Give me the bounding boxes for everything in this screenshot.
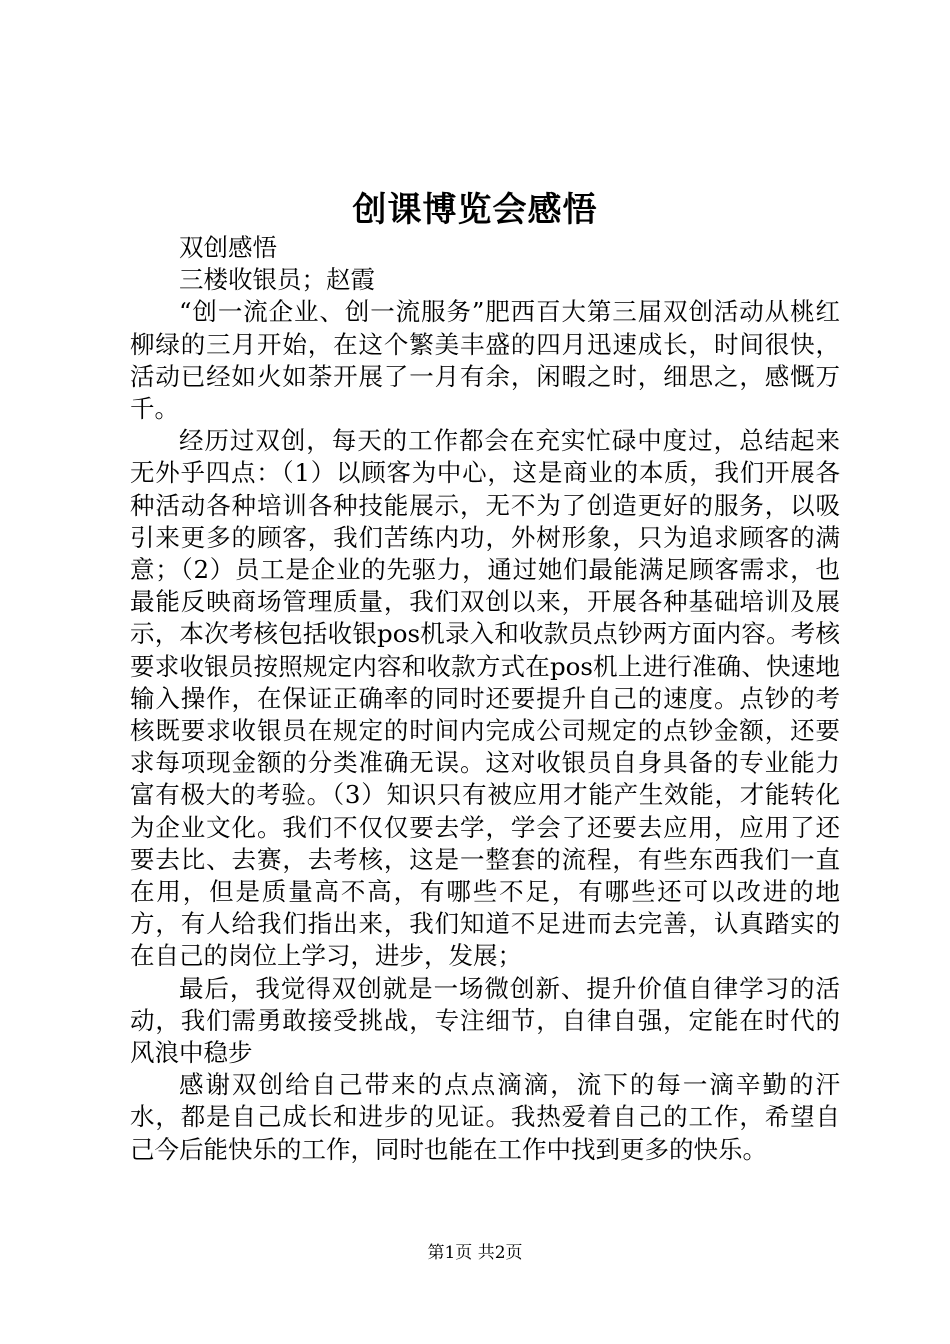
document-title: 创课博览会感悟 (352, 190, 598, 230)
paragraph-conclusion: 最后，我觉得双创就是一场微创新、提升价值自律学习的活动，我们需勇敢接受挑战，专注细节，自律自强，定能在时代的风浪中稳步 (130, 973, 840, 1068)
page-footer: 第1页 共2页 (427, 1243, 523, 1263)
paragraph-author: 三楼收银员；赵霞 (179, 265, 375, 295)
paragraph-intro: “创一流企业、创一流服务”肥西百大第三届双创活动从桃红柳绿的三月开始，在这个繁美丰盛的四月迅速成长，时间很快，活动已经如火如荼开展了一月有余，闲暇之时，细思之，感慨万千。 (130, 297, 840, 424)
document-body (130, 232, 840, 1166)
paragraph-subtitle: 双创感悟 (179, 233, 277, 262)
paragraph-thanks: 感谢双创给自己带来的点点滴滴，流下的每一滴辛勤的汗水，都是自己成长和进步的见证。我热爱着自己的工作，希望自己今后能快乐的工作，同时也能在工作中找到更多的快乐。 (130, 1070, 840, 1164)
paragraph-main: 经历过双创，每天的工作都会在充实忙碌中度过，总结起来无外乎四点：（1）以顾客为中心，这是商业的本质，我们开展各种活动各种培训各种技能展示，无不为了创造更好的服务，以吸引来更多的顾客，我们苦练内功，外树形象，只为追求顾客的满意；（2）员工是企业的先驱力，通过她们最能满足顾客需求，也最能反映商场管理质量，我们双创以来，开展各种基础培训及展示，本次考核包括收银pos机录入和收款员点钞两方面内容。考核要求收银员按照规定内容和收款方式在pos机上进行准确、快速地输入操作，在保证正确率的同时还要提升自己的速度。点钞的考核既要求收银员在规定的时间内完成公司规定的点钞金额，还要求每项现金额的分类准确无误。这对收银员自身具备的专业能力富有极大的考验。（3）知识只有被应用才能产生效能，才能转化为企业文化。我们不仅仅要去学，学会了还要去应用，应用了还要去比、去赛，去考核，这是一整套的流程，有些东西我们一直在用，但是质量高不高，有哪些不足，有哪些还可以改进的地方，有人给我们指出来，我们知道不足进而去完善，认真踏实的在自己的岗位上学习，进步，发展； (130, 426, 840, 971)
